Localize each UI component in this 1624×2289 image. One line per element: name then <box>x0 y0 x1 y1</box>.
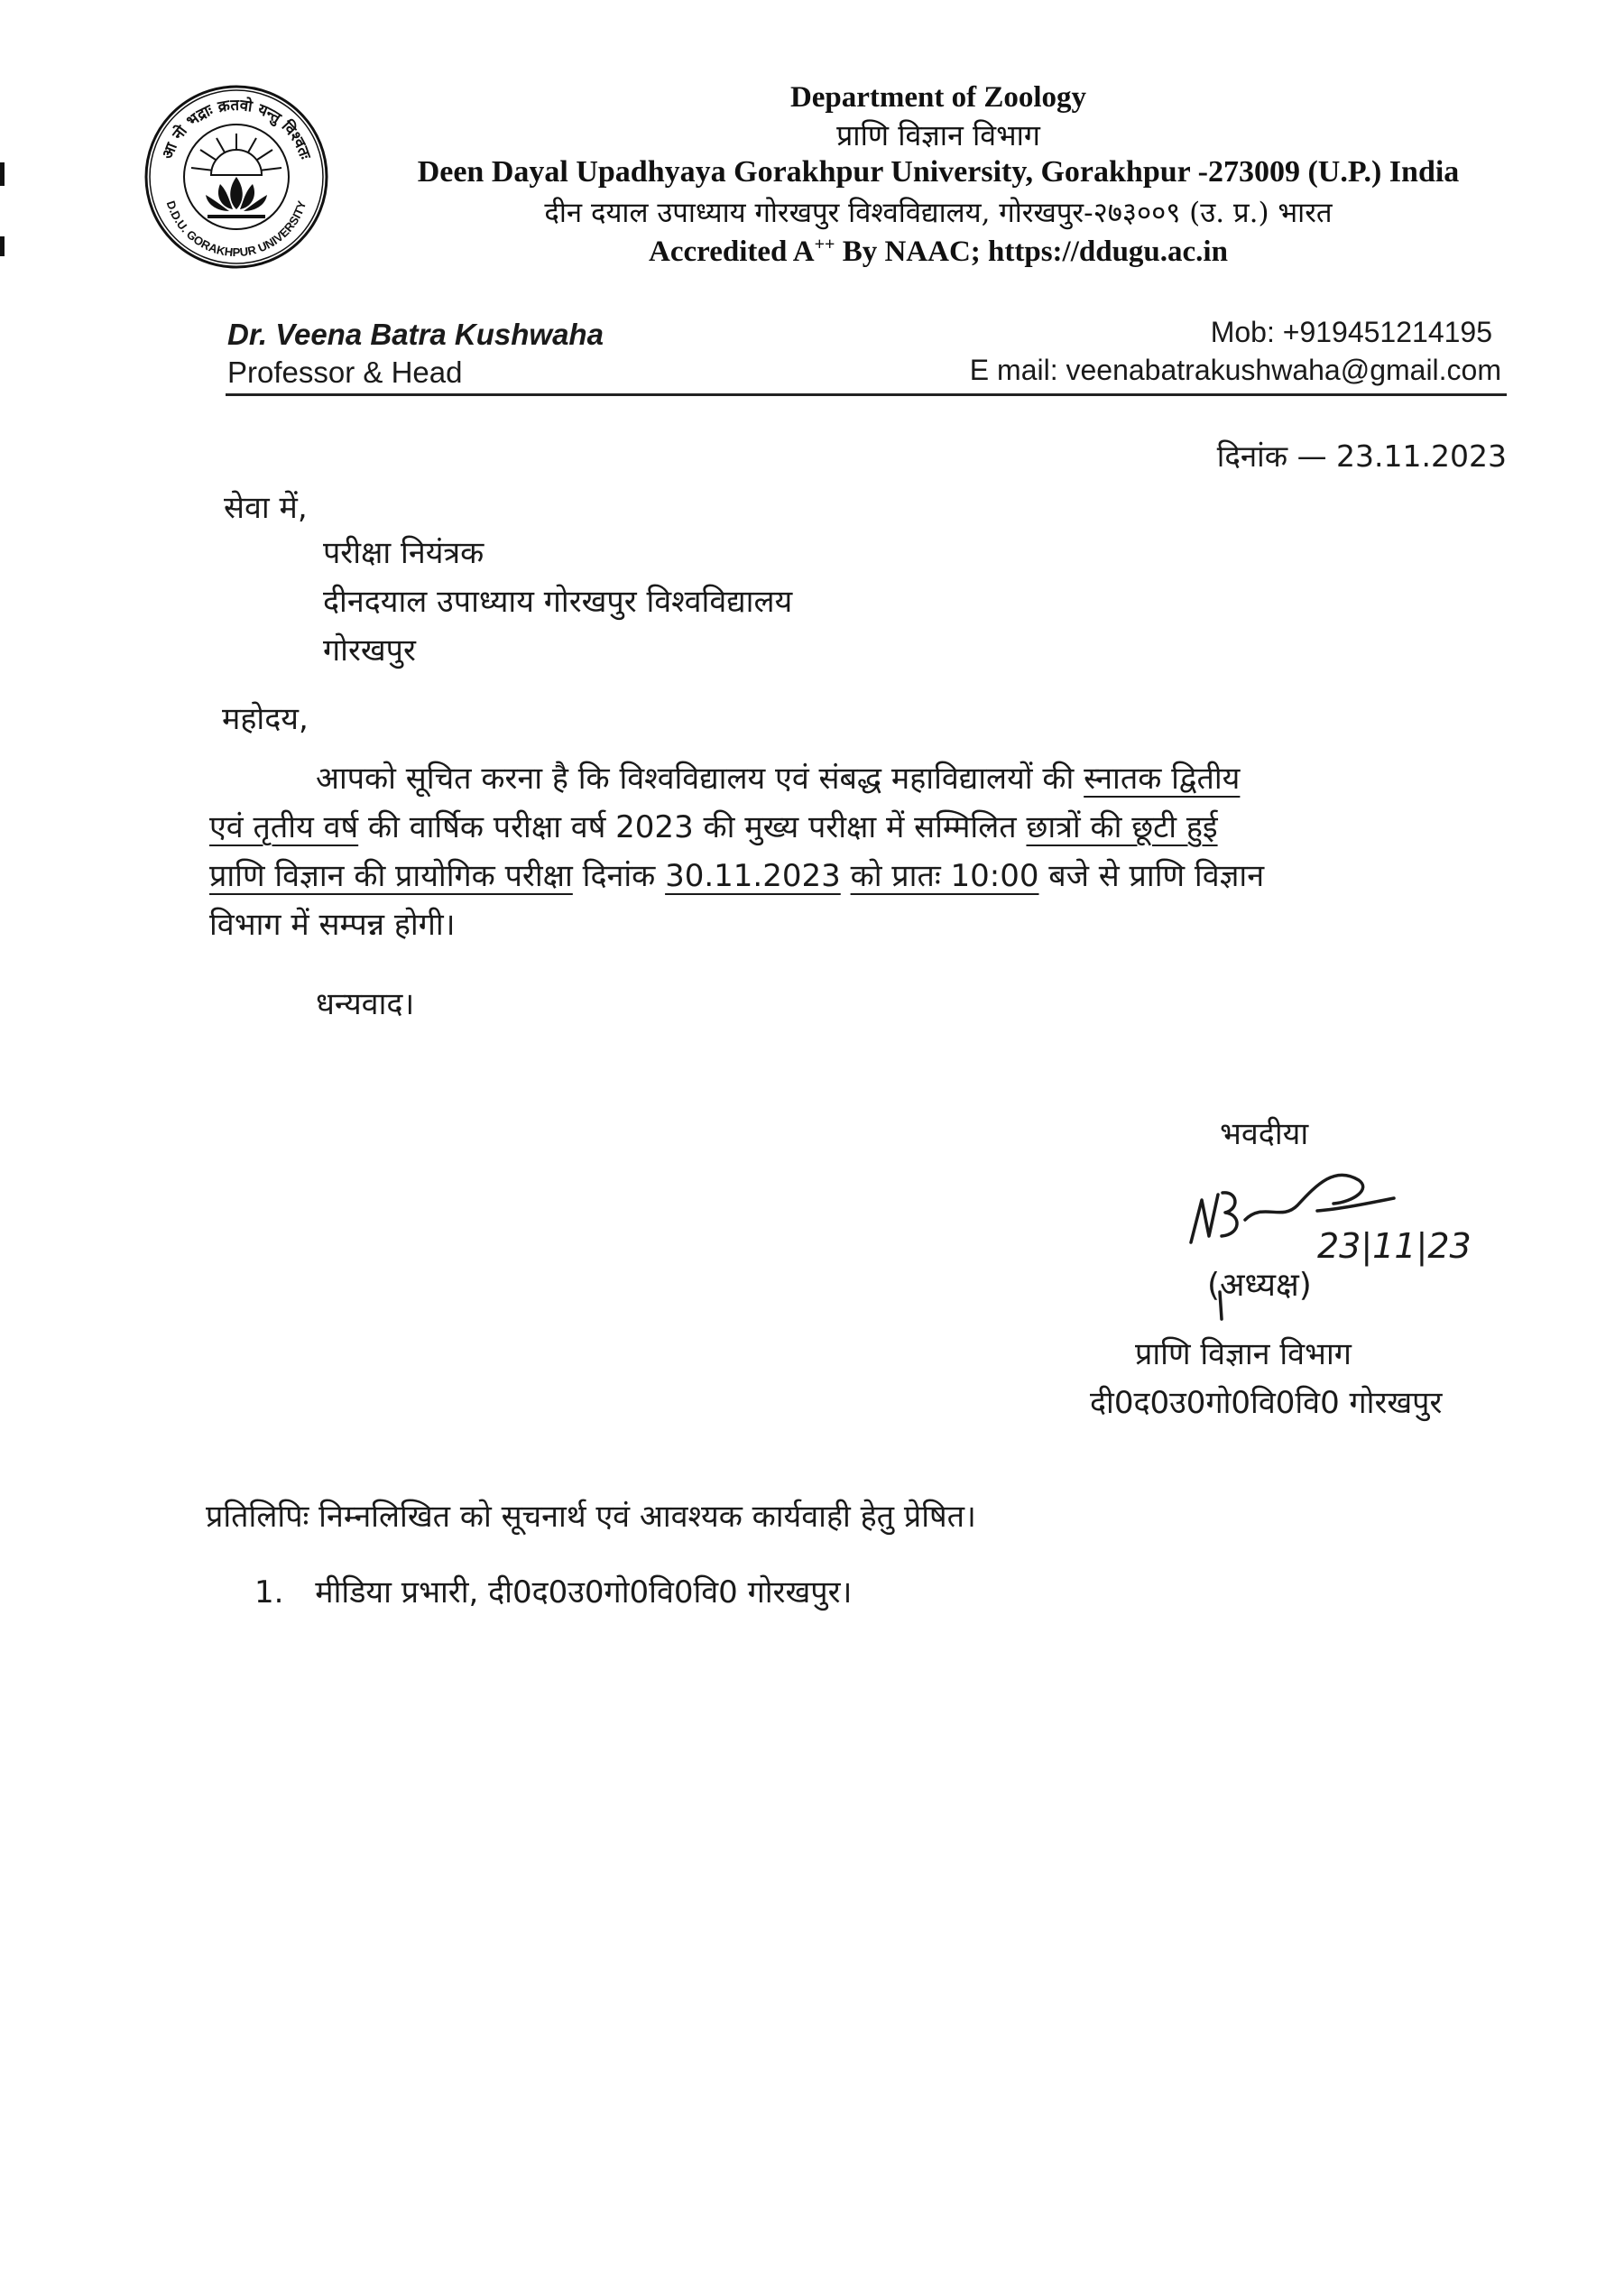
body-line-4: विभाग में सम्पन्न होगी। <box>209 907 456 943</box>
copy-heading: प्रतिलिपिः निम्नलिखित को सूचनार्थ एवं आवश्यक कार्यवाही हेतु प्रेषित। <box>206 1499 976 1535</box>
signatory-title: (अध्यक्ष) <box>1207 1267 1312 1304</box>
seal-motto-text: आ नो भद्राः क्रतवो यन्तु विश्वतः <box>158 96 315 162</box>
accreditation-grade: ++ <box>814 235 835 254</box>
body-text: की वार्षिक परीक्षा वर्ष 2023 की मुख्य परीक्षा में सम्मिलित <box>358 809 1027 845</box>
sender-mobile: Mob: +919451214195 <box>1210 316 1492 348</box>
body-underlined-text: एवं तृतीय वर्ष <box>209 809 359 845</box>
exam-time: को प्रातः 10:00 <box>850 858 1039 894</box>
body-line-2 <box>209 805 1218 846</box>
sender-designation: Professor & Head <box>227 355 463 389</box>
salutation-to: सेवा में, <box>224 490 308 526</box>
accreditation-suffix: By NAAC; https://ddugu.ac.in <box>835 235 1228 268</box>
recipient-line3: गोरखपुर <box>323 632 416 669</box>
body-line-3 <box>209 854 1264 895</box>
body-underlined-text: स्नातक द्वितीय <box>1084 761 1241 797</box>
signature-date: 23|11|23 <box>1317 1226 1472 1266</box>
letter-date: दिनांक — 23.11.2023 <box>1216 438 1507 474</box>
recipient-line1: परीक्षा नियंत्रक <box>323 535 484 571</box>
body-text <box>841 858 851 894</box>
body-line-1 <box>316 756 1516 798</box>
dept-name-hi: प्राणि विज्ञान विभाग <box>836 118 1040 152</box>
accreditation <box>649 235 1228 269</box>
scan-edge-mark <box>0 162 5 186</box>
university-seal-logo <box>143 83 330 271</box>
university-name-en: Deen Dayal Upadhyaya Gorakhpur University, Gorakhpur -273009 (U.P.) India <box>417 155 1460 189</box>
body-underlined-text: प्राणि विज्ञान की प्रायोगिक परीक्षा <box>209 858 573 894</box>
signatory-university: दी0द0उ0गो0वि0वि0 गोरखपुर <box>1090 1385 1443 1421</box>
yours-faithfully: भवदीया <box>1220 1116 1309 1152</box>
dept-name-en: Department of Zoology <box>789 81 1087 114</box>
university-name-hi: दीन दयाल उपाध्याय गोरखपुर विश्वविद्यालय, गोरखपुर-२७३००९ (उ. प्र.) भारत <box>544 197 1333 229</box>
greeting: महोदय, <box>222 701 309 737</box>
body-text: दिनांक <box>572 858 666 894</box>
recipient-line2: दीनदयाल उपाध्याय गोरखपुर विश्वविद्यालय <box>323 584 793 620</box>
accreditation-prefix: Accredited A <box>649 235 815 268</box>
body-text: आपको सूचित करना है कि विश्वविद्यालय एवं संबद्ध महाविद्यालयों की <box>316 761 1084 797</box>
signatory-dept: प्राणि विज्ञान विभाग <box>1135 1336 1352 1372</box>
seal-name-text: D.D.U. GORAKHPUR UNIVERSITY <box>163 198 309 260</box>
body-underlined-text: छात्रों की छूटी हुई <box>1026 809 1218 845</box>
thanks: धन्यवाद। <box>316 986 415 1022</box>
sender-email: E mail: veenabatrakushwaha@gmail.com <box>969 354 1501 386</box>
body-text: बजे से प्राणि विज्ञान <box>1038 858 1265 894</box>
exam-date: 30.11.2023 <box>665 858 841 894</box>
scan-edge-mark <box>0 236 5 256</box>
copy-item <box>254 1570 852 1611</box>
sender-name: Dr. Veena Batra Kushwaha <box>227 318 604 351</box>
header-divider <box>226 393 1507 396</box>
copy-item-text: मीडिया प्रभारी, दी0द0उ0गो0वि0वि0 गोरखपुर। <box>315 1574 853 1611</box>
copy-item-number: 1. <box>254 1574 284 1611</box>
